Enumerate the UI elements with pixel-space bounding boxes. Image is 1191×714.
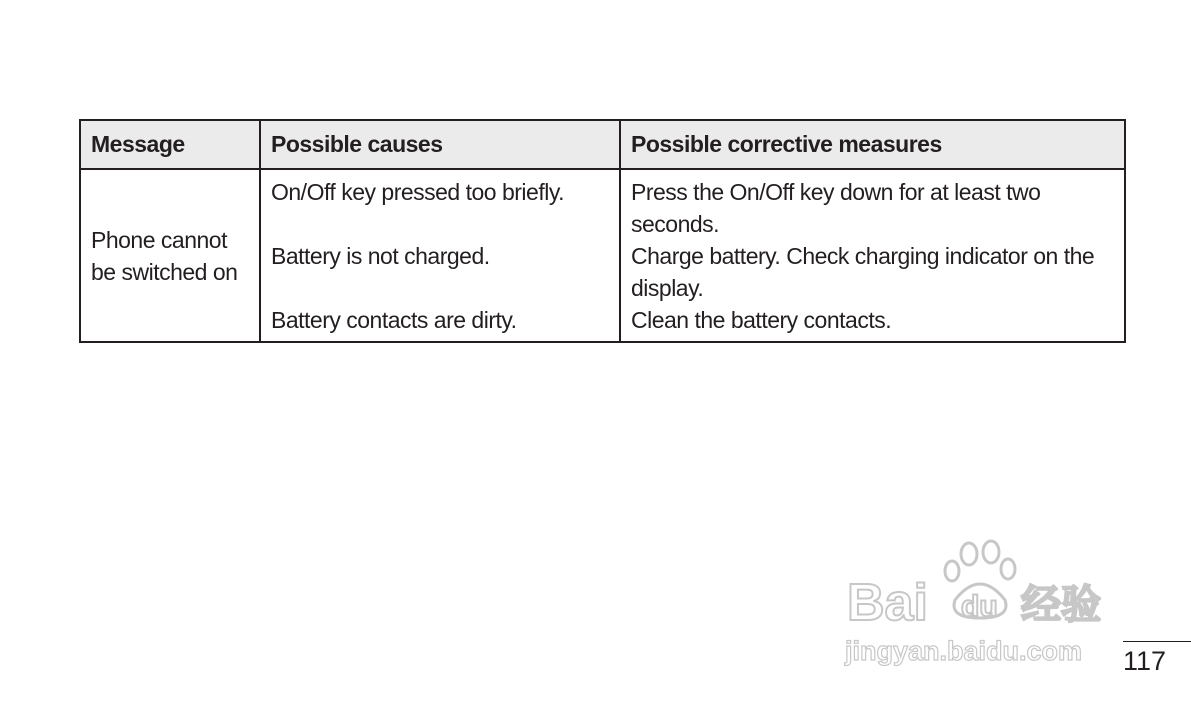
baidu-jingyan-watermark — [843, 538, 1123, 678]
table-header — [80, 120, 1125, 169]
cause-item: On/Off key pressed too briefly. — [271, 179, 565, 205]
svg-text:Bai: Bai — [847, 574, 928, 632]
header-row — [80, 120, 1125, 169]
watermark-brand — [847, 574, 1101, 632]
page-number-rule — [1123, 641, 1191, 642]
troubleshooting-table — [79, 119, 1126, 343]
message-cell: Phone cannot be switched on — [80, 169, 260, 342]
header-possible-causes: Possible causes — [260, 120, 620, 169]
page-number: 117 — [1123, 646, 1167, 676]
svg-text:经验: 经验 — [1021, 583, 1101, 627]
causes-cell — [260, 169, 620, 342]
measure-item: Press the On/Off key down for at least two seconds. — [631, 179, 1041, 237]
measure-item: Clean the battery contacts. — [631, 307, 892, 333]
svg-text:jingyan.baidu.com: jingyan.baidu.com — [845, 636, 1083, 666]
cause-item: Battery is not charged. — [271, 243, 490, 269]
table-body — [80, 169, 1125, 342]
cause-item: Battery contacts are dirty. — [271, 307, 517, 333]
header-message: Message — [80, 120, 260, 169]
measures-cell — [620, 169, 1125, 342]
header-corrective-measures: Possible corrective measures — [620, 120, 1125, 169]
svg-text:du: du — [961, 590, 998, 623]
table-row — [80, 169, 1125, 342]
watermark-url — [844, 636, 1082, 666]
measure-item: Charge battery. Check charging indicator on the display. — [631, 243, 1095, 301]
